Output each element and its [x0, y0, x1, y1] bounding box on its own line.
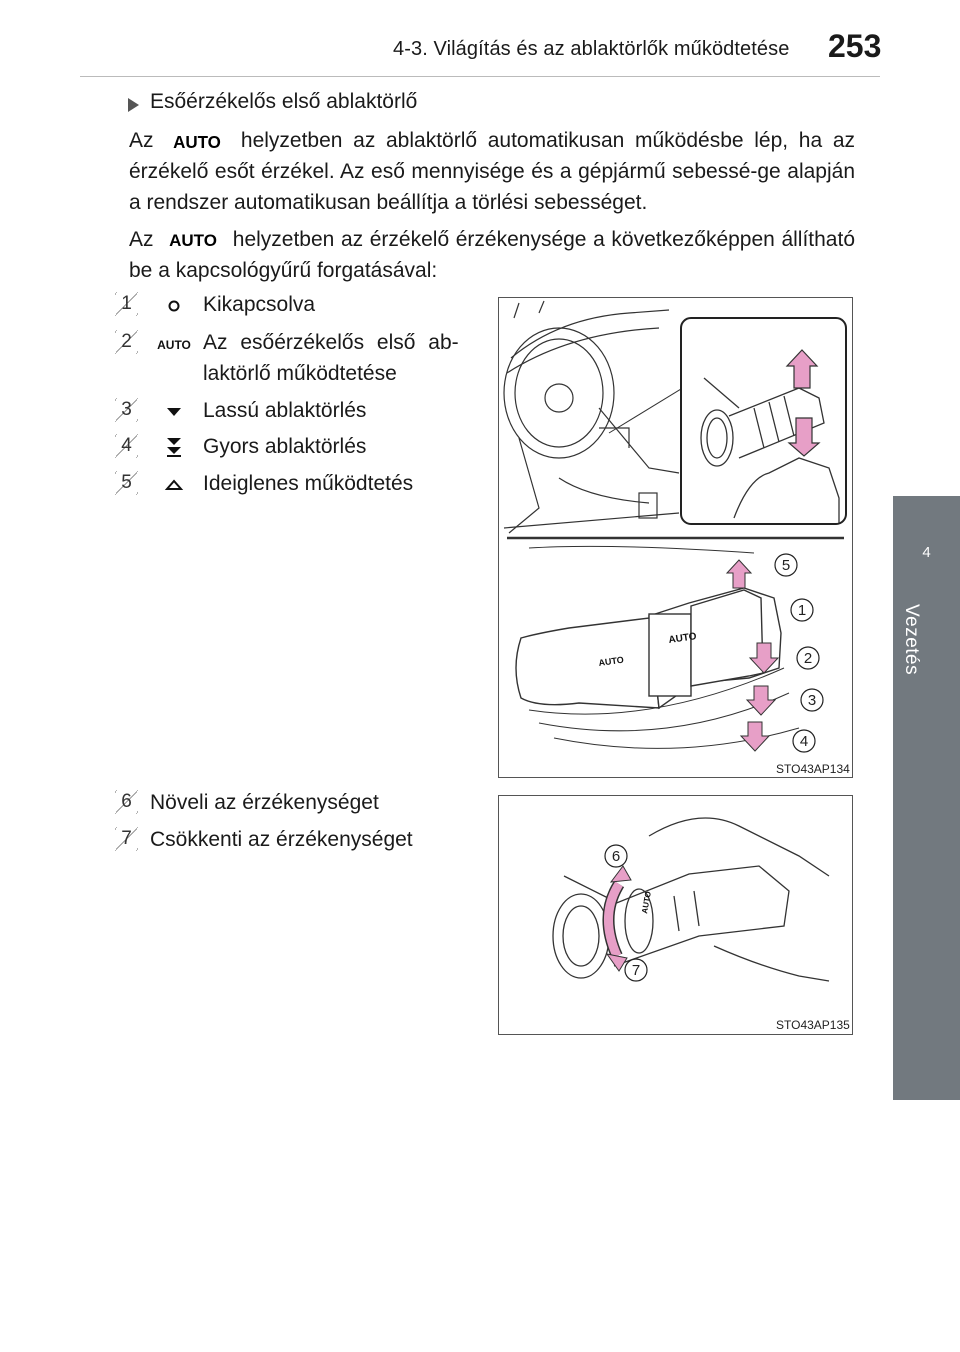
fig1-callout-1: 1 — [797, 602, 807, 619]
para1-body: helyzetben az ablaktörlő automatikusan működésbe lép, ha az érzékelő esőt érzékel. Az eső mennyisége és a gépjármű sebessé-ge alapján a rendszer automatikusan beállítja a törlési sebességet. — [129, 129, 855, 214]
item-text-2-line2: laktörlő működtetése — [203, 362, 397, 385]
figure-wiper-lever-overview — [498, 297, 853, 778]
fig1-callout-5: 5 — [781, 557, 791, 574]
chapter-tab — [893, 496, 960, 1100]
paragraph-2 — [129, 224, 855, 286]
auto-icon-text: AUTO — [157, 338, 191, 352]
item-text-3: Lassú ablaktörlés — [203, 399, 367, 422]
auto-symbol-text: AUTO — [173, 131, 222, 149]
chapter-label: Vezetés — [901, 604, 922, 676]
fig2-callout-6: 6 — [611, 848, 621, 865]
fig1-callout-2: 2 — [803, 650, 813, 667]
item-text-2-line1: Az esőérzékelős első ab- — [203, 331, 459, 354]
item-number-4: 4 — [115, 434, 138, 458]
sensitivity-ring-illustration — [499, 796, 852, 1034]
paragraph-1 — [129, 125, 855, 218]
bullet-triangle-icon — [128, 98, 139, 112]
auto-symbol-text: AUTO — [169, 231, 218, 248]
wiper-lever-illustration — [499, 298, 852, 777]
lever-auto-label: AUTO — [667, 631, 698, 646]
figure-2-code: STO43AP135 — [776, 1018, 850, 1032]
para2-lead: Az — [129, 228, 154, 251]
para1-lead: Az — [129, 129, 154, 152]
auto-symbol-icon — [160, 230, 226, 248]
para2-body: helyzetben az érzékelő érzékenysége a következőképpen állítható be a kapcsológyűrű forgatásával: — [129, 228, 856, 282]
item-number-5: 5 — [115, 471, 138, 495]
item-text-4: Gyors ablaktörlés — [203, 435, 367, 458]
item-text-2 — [203, 327, 473, 389]
item-text-6: Növeli az érzékenységet — [150, 791, 379, 814]
item-text-5: Ideiglenes működtetés — [203, 472, 414, 495]
fig1-callout-4: 4 — [799, 733, 809, 750]
item-number-7: 7 — [115, 827, 138, 851]
item-number-1: 1 — [115, 292, 138, 316]
page-number: 253 — [828, 28, 882, 64]
lever-auto-label-2: AUTO — [597, 654, 625, 668]
item-number-6: 6 — [115, 790, 138, 814]
header-divider — [80, 76, 880, 77]
item-number-2: 2 — [115, 330, 138, 354]
auto-icon — [150, 332, 194, 356]
double-down-triangle-icon — [150, 434, 194, 458]
figure-sensitivity-ring — [498, 795, 853, 1035]
figure-1-code: STO43AP134 — [776, 762, 850, 776]
single-down-triangle-icon — [150, 400, 194, 424]
fig1-callout-3: 3 — [807, 692, 817, 709]
item-text-7: Csökkenti az érzékenységet — [150, 828, 413, 851]
running-header-title: 4-3. Világítás és az ablaktörlők működtetése — [393, 38, 790, 60]
fig2-callout-7: 7 — [631, 962, 641, 979]
item-text-1: Kikapcsolva — [203, 293, 316, 316]
item-number-3: 3 — [115, 398, 138, 422]
chapter-number: 4 — [922, 544, 931, 561]
off-circle-icon — [150, 294, 194, 318]
auto-symbol-icon — [164, 131, 230, 149]
ring-auto-label: AUTO — [640, 890, 653, 915]
section-heading: Esőérzékelős első ablaktörlő — [150, 90, 418, 113]
up-outline-triangle-icon — [150, 472, 194, 496]
